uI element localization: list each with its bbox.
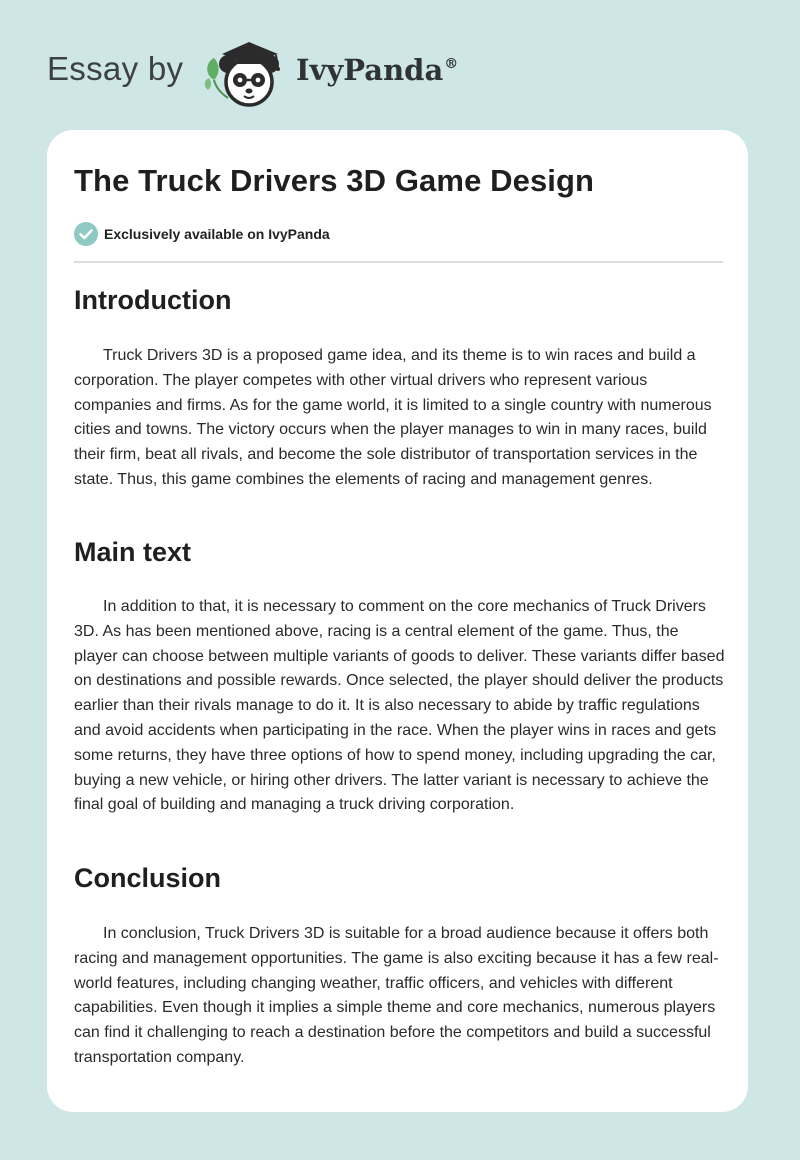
brand-text: IvyPanda — [296, 53, 444, 87]
section-text-introduction: Truck Drivers 3D is a proposed game idea, and its theme is to win races and build a corporation. The player competes with other virtual drivers who represent various companies and firms. As for the game world, it is limited to a single country with numerous cities and towns. The victory occurs when the player manages to win in many races, build their firm, beat all rivals, and become the sole distributor of transportation services in the state. Thus, this game combines the elements of racing and management genres. — [74, 347, 712, 488]
availability-badge — [74, 221, 330, 247]
site-header — [0, 0, 800, 120]
section-heading-conclusion: Conclusion — [74, 863, 221, 893]
section-heading-introduction: Introduction — [74, 285, 232, 315]
availability-text: Exclusively available on IvyPanda — [104, 226, 330, 242]
section-text-main-text: In addition to that, it is necessary to comment on the core mechanics of Truck Drivers 3D. As has been mentioned above, racing is a central element of the game. Thus, the player can choose between multiple variants of goods to deliver. These variants differ based on destinations and possible rewards. Once selected, the player should deliver the products earlier than their rivals manage to do it. It is also necessary to abide by traffic regulations and avoid accidents when participating in the race. When the player wins in races and gets some returns, they have three options of how to spend money, including upgrading the car, buying a new vehicle, or hiring other drivers. The latter variant is necessary to achieve the final goal of building and managing a truck driving corporation. — [74, 598, 725, 814]
title-divider — [74, 261, 723, 263]
check-circle-icon — [74, 222, 98, 246]
section-heading-main-text: Main text — [74, 537, 192, 567]
panda-logo-icon[interactable] — [200, 36, 296, 108]
section-text-conclusion: In conclusion, Truck Drivers 3D is suitable for a broad audience because it offers both racing and management opportunities. The game is also exciting because it has a few real-world features, including changing weather, traffic officers, and vehicles with different capabilities. Even though it implies a simple theme and core mechanics, numerous players can find it challenging to reach a destination before the competitors and build a successful transportation company. — [74, 925, 719, 1066]
essay-card — [47, 130, 748, 1112]
brand-name[interactable] — [296, 53, 458, 87]
essay-by-label: Essay by — [47, 50, 184, 87]
trademark-symbol: ® — [444, 56, 459, 72]
page-title: The Truck Drivers 3D Game Design — [74, 163, 595, 198]
